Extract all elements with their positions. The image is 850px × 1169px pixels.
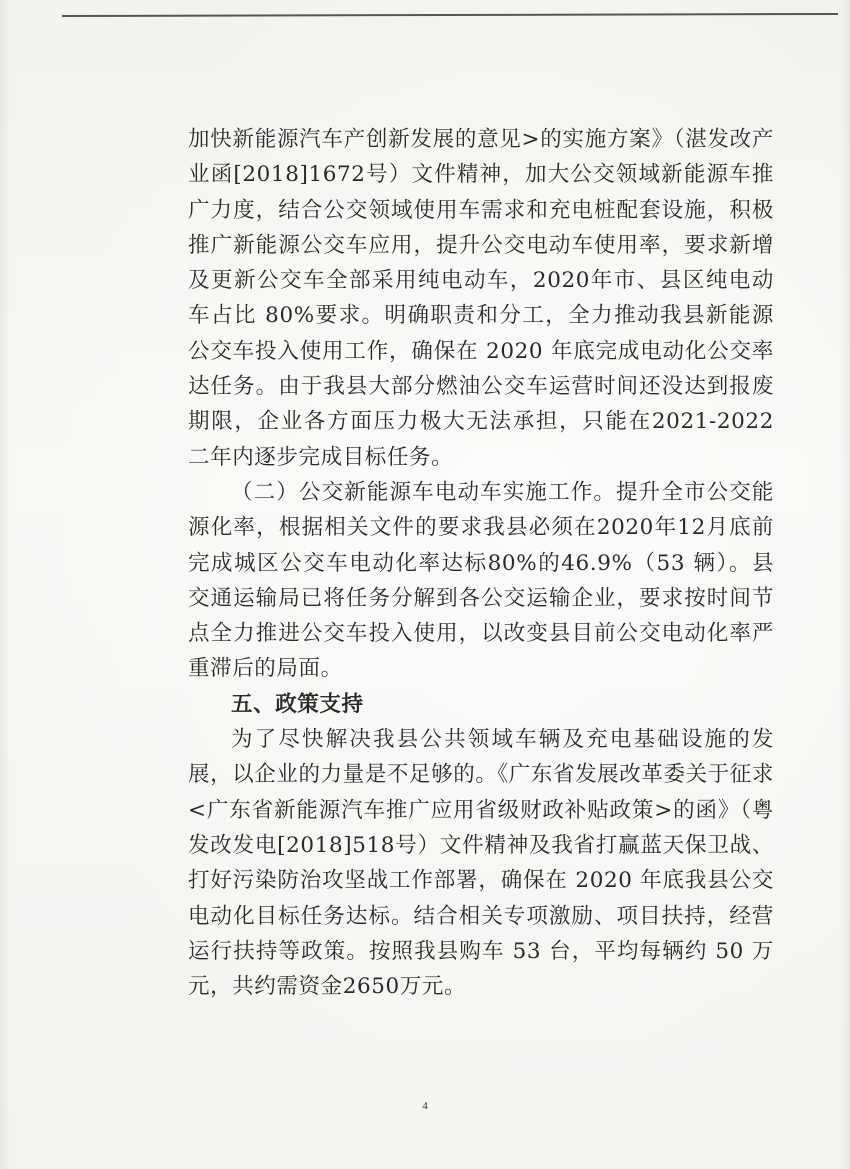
scan-edge-shadow-right xyxy=(840,0,850,1169)
section-heading-policy-support: 五、政策支持 xyxy=(231,691,364,717)
paragraph-continued: 加快新能源汽车产创新发展的意见>的实施方案》（湛发改产业函[2018]1672号）文件精神，加大公交领域新能源车推广力度，结合公交领域使用车需求和充电桩配套设施，积极推广新能源公交车应用，提升公交电动车使用率，要求新增及更新公交车全部采用纯电动车，2020年市、县区纯电动车占比 80%要求。明确职责和分工，全力推动我县新能源公交车投入使用工作，确保在 2020 年底完成电动化公交率达任务。由于我县大部分燃油公交车运营时间还没达到报废期限，企业各方面压力极大无法承担，只能在2021-2022二年内逐步完成目标任务。 xyxy=(188,127,774,470)
page-number: 4 xyxy=(422,1100,428,1112)
header-rule xyxy=(62,13,838,17)
paragraph-subsection-two: （二）公交新能源车电动车实施工作。提升全市公交能源化率，根据相关文件的要求我县必须在2020年12月底前完成城区公交车电动化率达标80%的46.9%（53 辆）。县交通运输局已将任务分解到各公交运输企业，要求按时间节点全力推进公交车投入使用，以改变县目前公交电动化率严重滞后的局面。 xyxy=(188,479,774,682)
paragraph-policy-support: 为了尽快解决我县公共领域车辆及充电基础设施的发展，以企业的力量是不足够的。《广东省发展改革委关于征求<广东省新能源汽车推广应用省级财政补贴政策>的函》（粤发改发电[2018]518号）文件精神及我省打赢蓝天保卫战、打好污染防治攻坚战工作部署，确保在 2020 年底我县公交电动化目标任务达标。结合相关专项激励、项目扶持，经营运行扶持等政策。按照我县购车 53 台，平均每辆约 50 万元，共约需资金2650万元。 xyxy=(188,727,774,1000)
scan-edge-shadow-left xyxy=(0,0,10,1169)
body-text xyxy=(188,122,774,1004)
